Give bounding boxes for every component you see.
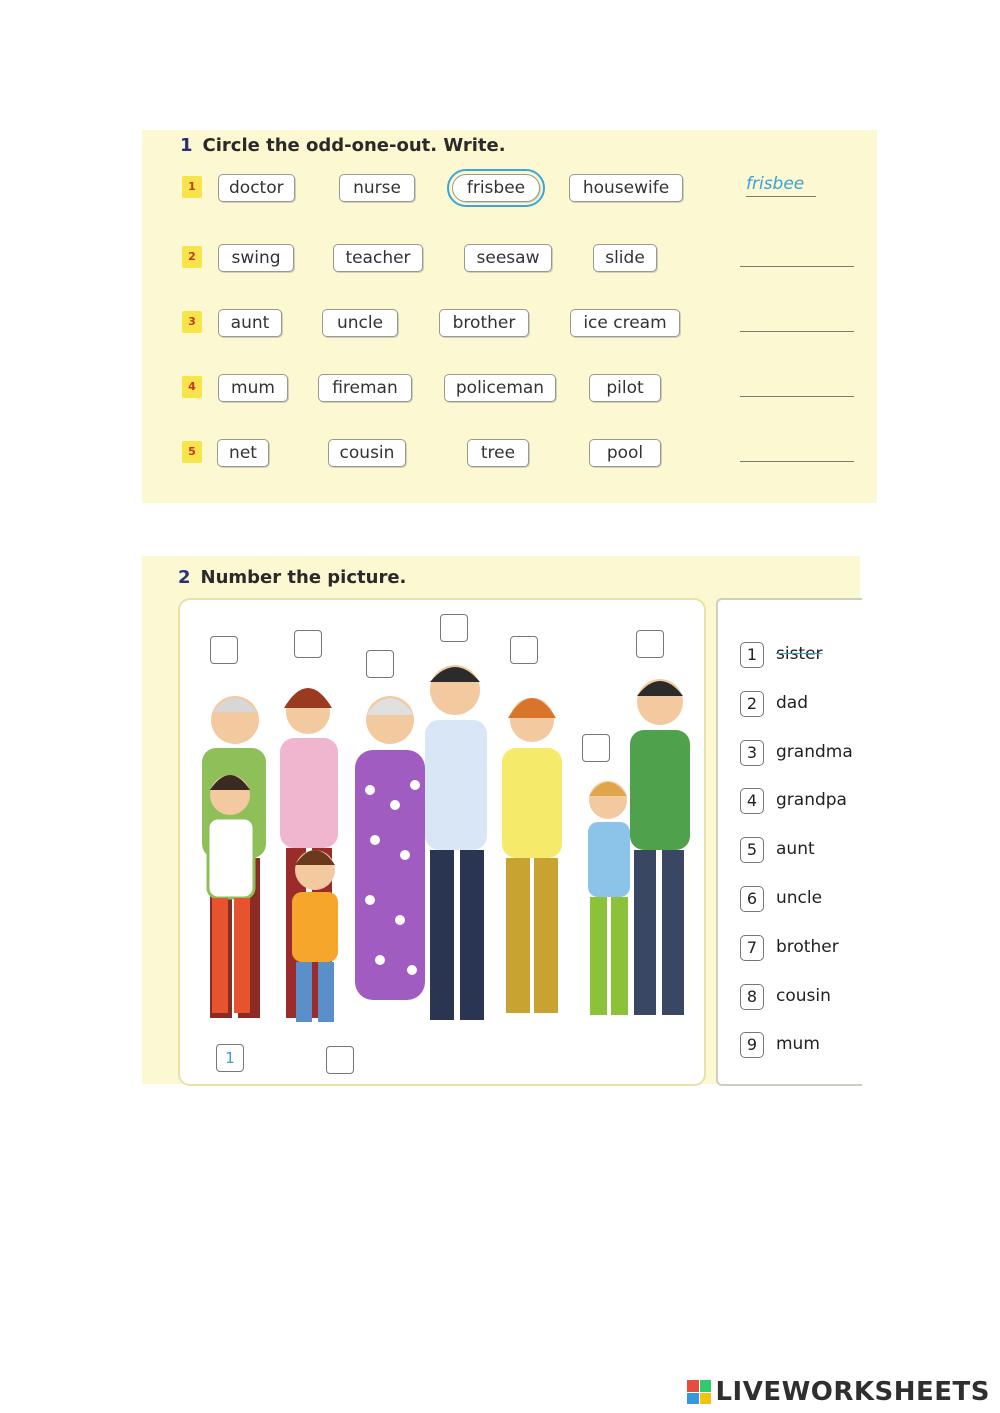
picture-number-box[interactable] bbox=[294, 630, 322, 658]
picture-number-box[interactable] bbox=[582, 734, 610, 762]
mum-figure bbox=[502, 698, 562, 1013]
picture-number-box[interactable] bbox=[636, 630, 664, 658]
liveworksheets-logo-icon bbox=[687, 1380, 711, 1404]
picture-number-box[interactable]: 1 bbox=[216, 1044, 244, 1072]
word-option[interactable]: ice cream bbox=[570, 309, 680, 337]
row-number: 3 bbox=[182, 311, 202, 333]
family-list-number: 9 bbox=[740, 1032, 764, 1058]
word-option[interactable]: fireman bbox=[318, 374, 412, 402]
family-picture-frame bbox=[178, 598, 706, 1086]
family-list-number: 3 bbox=[740, 740, 764, 766]
row-number: 4 bbox=[182, 376, 202, 398]
family-list-number: 4 bbox=[740, 788, 764, 814]
word-option[interactable]: housewife bbox=[569, 174, 683, 202]
family-list-word: grandpa bbox=[776, 790, 847, 811]
word-option[interactable]: teacher bbox=[333, 244, 423, 272]
picture-number-box[interactable] bbox=[366, 650, 394, 678]
answer-input[interactable] bbox=[740, 309, 854, 332]
family-illustration bbox=[180, 600, 704, 1084]
grandma-figure bbox=[355, 696, 425, 1000]
word-option[interactable]: policeman bbox=[444, 374, 556, 402]
exercise-1-title bbox=[180, 135, 506, 156]
word-option[interactable]: frisbee bbox=[452, 174, 540, 202]
row-number: 2 bbox=[182, 246, 202, 268]
exercise-2-instruction: Number the picture. bbox=[200, 567, 407, 588]
picture-number-box[interactable] bbox=[210, 636, 238, 664]
family-list-word: grandma bbox=[776, 741, 853, 762]
exercise-1-number: 1 bbox=[180, 135, 193, 156]
family-list-number: 6 bbox=[740, 886, 764, 912]
word-option[interactable]: mum bbox=[218, 374, 288, 402]
exercise-1-panel bbox=[142, 130, 877, 503]
answer-input[interactable] bbox=[740, 374, 854, 397]
family-list-number: 5 bbox=[740, 837, 764, 863]
word-option[interactable]: brother bbox=[439, 309, 529, 337]
dad-figure bbox=[425, 665, 487, 1020]
word-option[interactable]: slide bbox=[593, 244, 657, 272]
answer-input[interactable]: frisbee bbox=[746, 174, 816, 197]
row-number: 1 bbox=[182, 176, 202, 198]
word-option[interactable]: pilot bbox=[589, 374, 661, 402]
family-word-list bbox=[716, 598, 862, 1086]
cousin-figure bbox=[588, 781, 630, 1015]
word-option[interactable]: net bbox=[217, 439, 269, 467]
word-option[interactable]: uncle bbox=[322, 309, 398, 337]
family-list-word: sister bbox=[776, 644, 823, 664]
family-list-word: uncle bbox=[776, 888, 823, 908]
family-list-number: 2 bbox=[740, 691, 764, 717]
word-option[interactable]: seesaw bbox=[464, 244, 552, 272]
word-option[interactable]: cousin bbox=[328, 439, 406, 467]
family-list-word: brother bbox=[776, 936, 839, 957]
picture-number-box[interactable] bbox=[440, 614, 468, 642]
family-list-number: 1 bbox=[740, 642, 764, 668]
liveworksheets-logo bbox=[687, 1377, 990, 1407]
uncle-figure bbox=[630, 679, 690, 1015]
family-list-word: mum bbox=[776, 1034, 820, 1055]
word-option[interactable]: pool bbox=[589, 439, 661, 467]
family-list-number: 8 bbox=[740, 984, 764, 1010]
exercise-2-title bbox=[178, 567, 406, 588]
family-list-word: dad bbox=[776, 692, 808, 713]
answer-input[interactable] bbox=[740, 244, 854, 267]
row-number: 5 bbox=[182, 441, 202, 463]
picture-number-box[interactable] bbox=[326, 1046, 354, 1074]
family-list-word: cousin bbox=[776, 985, 831, 1006]
family-list-number: 7 bbox=[740, 935, 764, 961]
exercise-1-instruction: Circle the odd-one-out. Write. bbox=[202, 135, 506, 156]
family-list-word: aunt bbox=[776, 839, 815, 860]
word-option[interactable]: aunt bbox=[218, 309, 282, 337]
word-option[interactable]: doctor bbox=[218, 174, 295, 202]
word-option[interactable]: tree bbox=[467, 439, 529, 467]
word-option[interactable]: swing bbox=[218, 244, 294, 272]
picture-number-box[interactable] bbox=[510, 636, 538, 664]
word-option[interactable]: nurse bbox=[339, 174, 415, 202]
exercise-2-number: 2 bbox=[178, 567, 191, 588]
logo-text: LIVEWORKSHEETS bbox=[715, 1377, 990, 1407]
exercise-2-panel bbox=[142, 556, 860, 1084]
answer-input[interactable] bbox=[740, 439, 854, 462]
